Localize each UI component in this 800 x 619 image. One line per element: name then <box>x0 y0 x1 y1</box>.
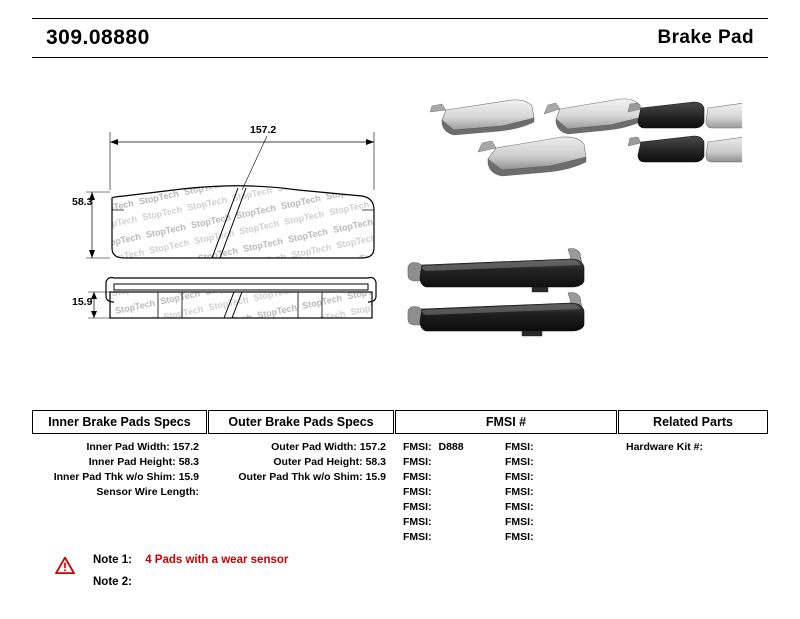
table-row <box>208 440 394 455</box>
table-row <box>403 485 464 500</box>
technical-drawing-group <box>62 70 422 360</box>
fmsi-column-right <box>505 440 538 545</box>
table-row <box>403 515 464 530</box>
fmsi-label: FMSI: <box>505 501 534 513</box>
outer-pad-thk-label: Outer Pad Thk w/o Shim: <box>238 471 363 483</box>
table-row <box>403 440 464 455</box>
drawing-area <box>32 70 768 380</box>
fmsi-value <box>432 516 436 528</box>
fmsi-table <box>395 410 617 560</box>
fmsi-label: FMSI: <box>403 441 432 453</box>
note-2-value <box>132 576 142 588</box>
fmsi-value <box>534 471 538 483</box>
pad-photo-angled-group <box>402 90 742 195</box>
table-row <box>208 455 394 470</box>
fmsi-column-left <box>403 440 464 545</box>
table-row <box>32 455 207 470</box>
fmsi-label: FMSI: <box>505 456 534 468</box>
fmsi-label: FMSI: <box>505 486 534 498</box>
table-row <box>32 470 207 485</box>
note-1-label: Note 1: <box>93 554 132 566</box>
fmsi-value <box>534 456 538 468</box>
fmsi-label: FMSI: <box>505 441 534 453</box>
part-number: 309.08880 <box>46 26 150 49</box>
fmsi-value <box>432 501 436 513</box>
fmsi-value: D888 <box>438 441 464 453</box>
table-row <box>505 485 538 500</box>
dim-height-label: 58.3 <box>72 196 93 208</box>
fmsi-value <box>432 531 436 543</box>
dim-thickness-label: 15.9 <box>72 296 93 308</box>
fmsi-label: FMSI: <box>403 471 432 483</box>
table-row <box>208 470 394 485</box>
fmsi-label: FMSI: <box>505 471 534 483</box>
inner-pad-thk-label: Inner Pad Thk w/o Shim: <box>53 471 176 483</box>
pad-photo-edge-group <box>402 235 702 345</box>
table-row <box>505 500 538 515</box>
hardware-kit-value <box>703 441 707 453</box>
inner-pad-width-label: Inner Pad Width: <box>86 441 170 453</box>
page-title: Brake Pad <box>657 27 754 48</box>
table-row <box>403 530 464 545</box>
table-row <box>403 500 464 515</box>
table-row <box>505 455 538 470</box>
related-parts-table <box>618 410 768 455</box>
fmsi-label: FMSI: <box>403 501 432 513</box>
spec-tables <box>32 410 768 555</box>
inner-specs-title: Inner Brake Pads Specs <box>32 410 207 434</box>
hardware-kit-label: Hardware Kit #: <box>626 441 704 453</box>
table-row <box>505 470 538 485</box>
table-row <box>505 440 538 455</box>
table-row <box>32 440 207 455</box>
note-1-row <box>93 554 288 566</box>
outer-specs-table <box>208 410 394 500</box>
table-row <box>505 515 538 530</box>
fmsi-value <box>534 441 538 453</box>
fmsi-value <box>432 456 436 468</box>
outer-specs-title: Outer Brake Pads Specs <box>208 410 394 434</box>
sensor-wire-length-label: Sensor Wire Length: <box>96 486 199 498</box>
fmsi-label: FMSI: <box>505 531 534 543</box>
fmsi-label: FMSI: <box>505 516 534 528</box>
header-bar <box>32 18 768 58</box>
table-row <box>403 470 464 485</box>
fmsi-value <box>534 501 538 513</box>
table-row <box>208 485 394 500</box>
table-row <box>505 530 538 545</box>
table-row <box>626 440 768 455</box>
note-2-row <box>93 576 142 588</box>
outer-pad-thk-value: 15.9 <box>365 471 386 483</box>
inner-specs-table <box>32 410 207 500</box>
dim-width-label: 157.2 <box>250 124 277 136</box>
fmsi-label: FMSI: <box>403 516 432 528</box>
fmsi-value <box>432 486 436 498</box>
notes-section <box>55 552 555 602</box>
outer-pad-height-value: 58.3 <box>365 456 386 468</box>
fmsi-value <box>534 516 538 528</box>
fmsi-title: FMSI # <box>395 410 617 434</box>
note-1-value: 4 Pads with a wear sensor <box>145 554 289 566</box>
inner-pad-height-label: Inner Pad Height: <box>88 456 176 468</box>
fmsi-value <box>534 486 538 498</box>
table-row <box>32 485 207 500</box>
related-parts-title: Related Parts <box>618 410 768 434</box>
fmsi-label: FMSI: <box>403 531 432 543</box>
fmsi-label: FMSI: <box>403 456 432 468</box>
inner-pad-thk-value: 15.9 <box>178 471 199 483</box>
inner-pad-width-value: 157.2 <box>172 441 199 453</box>
note-2-label: Note 2: <box>93 576 132 588</box>
warning-icon <box>55 556 75 574</box>
fmsi-label: FMSI: <box>403 486 432 498</box>
table-row <box>403 455 464 470</box>
fmsi-value <box>534 531 538 543</box>
fmsi-value <box>432 471 436 483</box>
outer-pad-width-value: 157.2 <box>359 441 386 453</box>
outer-pad-width-label: Outer Pad Width: <box>271 441 357 453</box>
inner-pad-height-value: 58.3 <box>178 456 199 468</box>
outer-pad-height-label: Outer Pad Height: <box>273 456 363 468</box>
